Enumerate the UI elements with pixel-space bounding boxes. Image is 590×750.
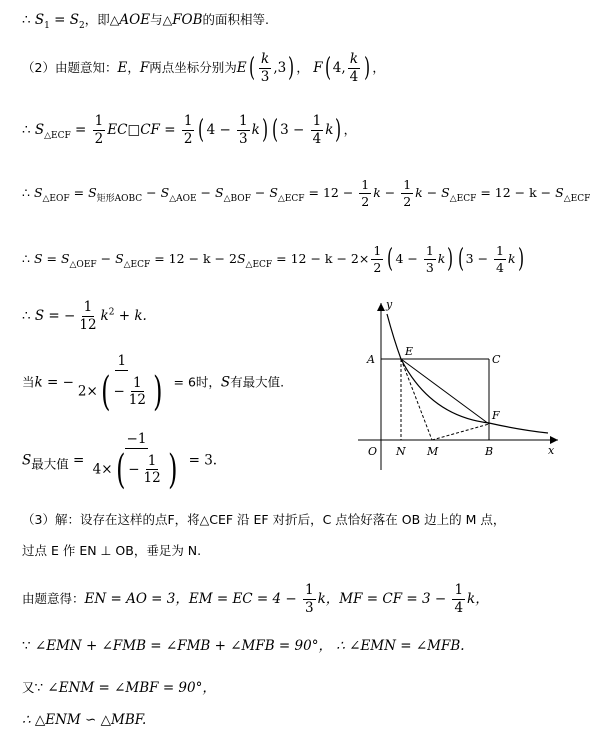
line-2: （2）由题意知：E，F两点坐标分别为E( $\frac{k}{3}$ ,3) ， F( 4, $\frac{k}{4}$ ) ， — [22, 51, 385, 85]
x-axis-arrow — [550, 436, 558, 444]
label-N: N — [396, 445, 406, 458]
label-M: M — [427, 445, 439, 458]
line-7: 当k = − 1 2×( − $\frac{1}{12}$ ) = 6时，S有最大值. — [22, 353, 285, 415]
label-B: B — [485, 445, 494, 458]
line-11: 由题意得：EN = AO = 3，EM = EC = 4 − $\frac{1}{3}$ k，MF = CF = 3 − $\frac{1}{4}$ k， — [22, 582, 489, 616]
line-10: 过点 E 作 EN ⊥ OB，垂足为 N. — [22, 543, 202, 558]
label-A: A — [367, 353, 375, 366]
label-C: C — [492, 353, 501, 366]
label-y: y — [386, 298, 393, 311]
line-13: 又∵ ∠ENM = ∠MBF = 90°， — [22, 680, 216, 696]
line-12: ∵ ∠EMN + ∠FMB = ∠FMB + ∠MFB = 90°， ∴ ∠EMN = ∠MFB. — [22, 638, 465, 654]
segment-MF — [432, 424, 489, 440]
hyperbola-curve — [387, 314, 548, 433]
label-O: O — [368, 445, 378, 458]
line-4: ∴ $S_{\triangle EOF} = S_{矩形AOBC} - S_{\triangle AOE} - S_{\triangle BOF} - S_{\triangle ECF} = 12$ − $\frac{1}{2}$ k − $\frac{1}{2}$ $k - S_{\triangle ECF} = 12 - k - S_{\triangle ECF}$ — [22, 177, 590, 209]
line-5: ∴ $S = S_{\triangle OEF} - S_{\triangle ECF} = 12 - k - 2S_{\triangle ECF} = 12 - k - 2\times$ $\frac{1}{2}$ ( 4 − $\frac{1}{3}$ k) ( 3 − $\frac{1}{4}$ k) — [22, 243, 524, 275]
line-14: ∴ △ENM ∽ △MBF. — [22, 712, 147, 728]
segment-EM — [401, 359, 432, 440]
segment-EF — [401, 359, 489, 424]
line-8: $S_{最大值}$ = −1 4×( − $\frac{1}{12}$ ) = 3. — [22, 431, 218, 493]
line-3: ∴ $S_{\triangle ECF}$ = $\frac{1}{2}$ EC□CF = $\frac{1}{2}$ ( 4 − $\frac{1}{3}$ k) ( 3 − $\frac{1}{4}$ k) ， — [22, 113, 357, 147]
label-x: x — [548, 444, 555, 457]
line-6: ∴ S = − $\frac{1}{12}$ $k^2 + k$. — [22, 299, 147, 333]
y-axis-arrow — [377, 303, 385, 311]
line-1: ∴ $S_1 = S_2$，即△AOE与△FOB的面积相等. — [22, 12, 270, 31]
label-F: F — [492, 409, 500, 422]
label-E: E — [405, 345, 414, 358]
line-9: （3）解：设存在这样的点F，将△CEF 沿 EF 对折后，C 点恰好落在 OB 边上的 M 点， — [22, 512, 506, 527]
